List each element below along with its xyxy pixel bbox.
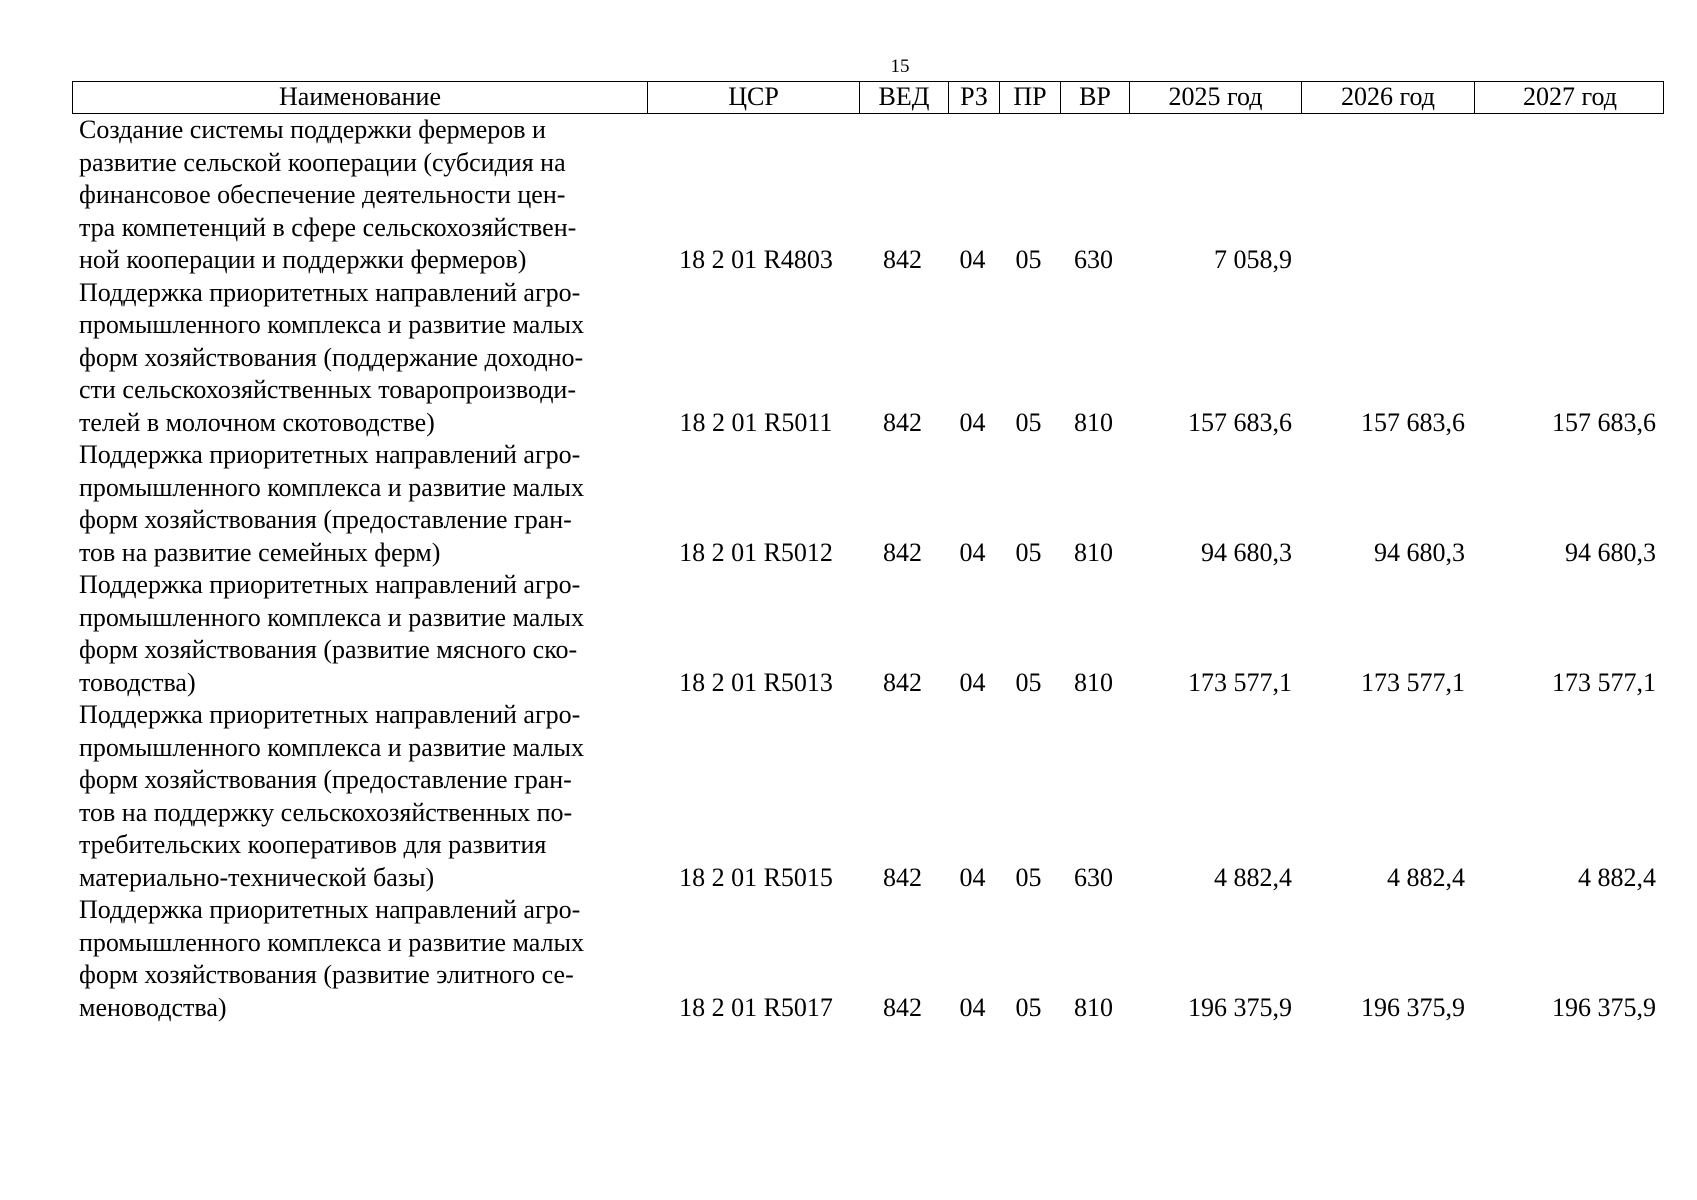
name-line: товодства) (79, 667, 196, 697)
cell-ved: 842 (883, 862, 922, 892)
name-line: промышленного комплекса и развитие малых (79, 472, 585, 502)
name-line: промышленного комплекса и развитие малых (79, 927, 585, 957)
header-pr: ПР (999, 82, 1060, 113)
name-line: форм хозяйствования (поддержание доходно- (79, 342, 584, 372)
cell-vr: 810 (1074, 992, 1113, 1022)
table-row (72, 277, 1664, 440)
header-name: Наименование (279, 82, 441, 111)
cell-vr: 810 (1074, 407, 1113, 437)
cell-pr: 05 (1015, 992, 1042, 1022)
header-rz: РЗ (948, 82, 999, 113)
table-header-row (72, 81, 1664, 114)
name-line: Поддержка приоритетных направлений агро- (79, 277, 581, 307)
cell-vr: 810 (1074, 667, 1113, 697)
name-line: форм хозяйствования (развитие элитного се- (79, 960, 574, 989)
name-line: Поддержка приоритетных направлений агро- (79, 700, 581, 729)
name-line: форм хозяйствования (предоставление гран- (79, 765, 572, 794)
cell-csr: 18 2 01 R4803 (679, 245, 833, 274)
name-line: тов на развитие семейных ферм) (79, 537, 441, 567)
cell-vr: 630 (1074, 862, 1113, 892)
cell-rz: 04 (959, 245, 986, 274)
cell-csr: 18 2 01 R5015 (679, 862, 833, 892)
cell-2025: 7 058,9 (1214, 245, 1292, 274)
cell-2026: 94 680,3 (1374, 537, 1465, 567)
header-2026: 2026 год (1301, 82, 1474, 113)
table-row (72, 894, 1664, 1024)
cell-ved: 842 (883, 667, 922, 697)
cell-2026: 157 683,6 (1361, 407, 1465, 437)
name-line: промышленного комплекса и развитие малых (79, 310, 585, 339)
header-csr: ЦСР (647, 82, 859, 113)
name-line: материально-технической базы) (79, 862, 435, 892)
cell-ved: 842 (883, 537, 922, 567)
page-number: 15 (890, 56, 910, 77)
name-line: промышленного комплекса и развитие малых (79, 732, 585, 762)
cell-name (72, 699, 646, 894)
name-line: Поддержка приоритетных направлений агро- (79, 440, 581, 469)
name-line: форм хозяйствования (развитие мясного ско- (79, 635, 578, 664)
name-line: тра компетенций в сфере сельскохозяйствен- (79, 212, 577, 242)
cell-name (72, 277, 646, 440)
header-ved: ВЕД (859, 82, 948, 113)
cell-2025: 173 577,1 (1188, 667, 1292, 697)
name-line: форм хозяйствования (предоставление гран- (79, 505, 572, 534)
cell-vr: 810 (1074, 537, 1113, 567)
cell-2025: 4 882,4 (1214, 862, 1292, 892)
cell-pr: 05 (1015, 667, 1042, 697)
cell-pr: 05 (1015, 537, 1042, 567)
cell-2026: 4 882,4 (1387, 862, 1465, 892)
cell-rz: 04 (959, 537, 986, 567)
name-line: меноводства) (79, 992, 227, 1022)
cell-2025: 94 680,3 (1201, 537, 1292, 567)
name-line: Поддержка приоритетных направлений агро- (79, 895, 581, 924)
cell-csr: 18 2 01 R5013 (679, 667, 833, 697)
cell-pr: 05 (1015, 862, 1042, 892)
cell-pr: 05 (1015, 245, 1042, 274)
cell-2027: 196 375,9 (1552, 992, 1656, 1022)
cell-name (72, 894, 646, 1024)
cell-2025: 196 375,9 (1188, 992, 1292, 1022)
name-line: тов на поддержку сельскохозяйственных по- (79, 797, 573, 827)
cell-vr: 630 (1074, 245, 1113, 274)
name-line: развитие сельской кооперации (субсидия на (79, 147, 566, 177)
name-line: финансовое обеспечение деятельности цен- (79, 180, 566, 209)
cell-2027: 173 577,1 (1552, 667, 1656, 697)
cell-2027: 4 882,4 (1578, 862, 1656, 892)
name-line: телей в молочном скотоводстве) (79, 407, 435, 437)
cell-csr: 18 2 01 R5011 (679, 407, 833, 437)
name-line: сти сельскохозяйственных товаропроизводи- (79, 375, 577, 404)
cell-2027: 94 680,3 (1565, 537, 1656, 567)
name-line: ной кооперации и поддержки фермеров) (79, 245, 527, 274)
cell-2026: 173 577,1 (1361, 667, 1465, 697)
cell-pr: 05 (1015, 407, 1042, 437)
cell-name (72, 114, 646, 277)
table-row (72, 114, 1664, 277)
cell-rz: 04 (959, 992, 986, 1022)
name-line: промышленного комплекса и развитие малых (79, 602, 585, 632)
header-vr: ВР (1060, 82, 1129, 113)
budget-table (72, 81, 1664, 1024)
name-line: Создание системы поддержки фермеров и (79, 115, 546, 144)
cell-csr: 18 2 01 R5012 (679, 537, 833, 567)
cell-ved: 842 (883, 992, 922, 1022)
cell-csr: 18 2 01 R5017 (679, 992, 833, 1022)
cell-name (72, 439, 646, 569)
cell-ved: 842 (883, 245, 922, 274)
cell-2027: 157 683,6 (1552, 407, 1656, 437)
table-row (72, 569, 1664, 699)
table-body (72, 114, 1664, 1024)
cell-2025: 157 683,6 (1188, 407, 1292, 437)
cell-rz: 04 (959, 667, 986, 697)
header-2025: 2025 год (1129, 82, 1301, 113)
cell-ved: 842 (883, 407, 922, 437)
header-2027: 2027 год (1474, 82, 1665, 113)
table-row (72, 699, 1664, 894)
cell-2026: 196 375,9 (1361, 992, 1465, 1022)
table-row (72, 439, 1664, 569)
name-line: требительских кооперативов для развития (79, 830, 547, 859)
cell-rz: 04 (959, 407, 986, 437)
name-line: Поддержка приоритетных направлений агро- (79, 570, 581, 599)
cell-name (72, 569, 646, 699)
cell-rz: 04 (959, 862, 986, 892)
